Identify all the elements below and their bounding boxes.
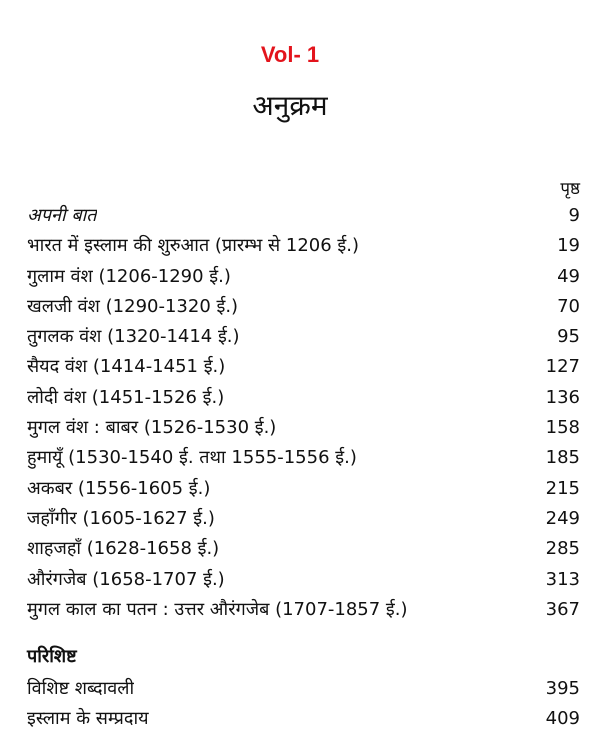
appendix-entry-page: 395: [545, 678, 580, 699]
appendix-entry: [27, 706, 580, 736]
toc-entry: [27, 445, 580, 475]
toc-entry-page: 185: [545, 447, 580, 469]
toc-entry-title: अपनी बात: [27, 205, 97, 226]
toc-entry: [27, 567, 580, 597]
toc-entry-title: गुलाम वंश (1206-1290 ई.): [27, 265, 231, 287]
toc-entry: [27, 536, 580, 566]
appendix-heading: परिशिष्ट: [27, 646, 77, 667]
toc-entry-title: औरंगजेब (1658-1707 ई.): [27, 568, 225, 590]
appendix-section: [27, 644, 580, 737]
toc-entry-page: 367: [545, 598, 580, 620]
volume-label: Vol- 1: [260, 42, 320, 67]
toc-entry-page: 9: [568, 205, 580, 226]
toc-entry: [27, 324, 580, 354]
toc-entry: [27, 415, 580, 445]
toc-entry: [27, 597, 580, 627]
toc-entry-title: लोदी वंश (1451-1526 ई.): [27, 386, 225, 408]
page-column-header: पृष्ठ: [560, 179, 580, 199]
toc-entry-title: शाहजहाँ (1628-1658 ई.): [27, 538, 220, 560]
toc-entry-page: 158: [545, 417, 580, 439]
toc-entry-title: हुमायूँ (1530-1540 ई. तथा 1555-1556 ई.): [27, 447, 357, 469]
toc-entry-page: 19: [557, 235, 580, 257]
appendix-entry: [27, 676, 580, 706]
toc-entry: [27, 385, 580, 415]
toc-entry-title: जहाँगीर (1605-1627 ई.): [27, 507, 215, 529]
toc-entry-page: 70: [557, 295, 580, 317]
toc-entry: [27, 354, 580, 384]
toc-entry-page: 127: [545, 356, 580, 378]
toc-entry-page: 136: [545, 386, 580, 408]
toc-entry: [27, 294, 580, 324]
appendix-entry-title: इस्लाम के सम्प्रदाय: [27, 708, 149, 730]
appendix-entry-page: 409: [545, 708, 580, 730]
table-of-contents: [27, 203, 580, 627]
toc-entry-title: अकबर (1556-1605 ई.): [27, 477, 211, 499]
toc-entry: [27, 476, 580, 506]
appendix-entry-title: विशिष्ट शब्दावली: [27, 678, 135, 699]
toc-entry-page: 313: [545, 568, 580, 590]
toc-entry-title: मुगल काल का पतन : उत्तर औरंगजेब (1707-1857 ई.): [27, 598, 408, 620]
toc-entry-page: 95: [557, 326, 580, 348]
toc-entry: [27, 233, 580, 263]
toc-entry-title: मुगल वंश : बाबर (1526-1530 ई.): [27, 417, 277, 439]
toc-entry-page: 249: [545, 507, 580, 529]
page-title: अनुक्रम: [252, 89, 328, 122]
toc-entry-title: सैयद वंश (1414-1451 ई.): [27, 356, 226, 378]
toc-entry-title: खलजी वंश (1290-1320 ई.): [27, 295, 239, 317]
toc-entry-page: 285: [545, 538, 580, 560]
toc-entry-title: तुगलक वंश (1320-1414 ई.): [27, 326, 240, 348]
toc-entry-page: 215: [545, 477, 580, 499]
toc-entry-title: भारत में इस्लाम की शुरुआत (प्रारम्भ से 1206 ई.): [27, 235, 359, 257]
toc-entry: [27, 264, 580, 294]
toc-entry-page: 49: [557, 265, 580, 287]
toc-entry: [27, 506, 580, 536]
toc-entry: [27, 203, 580, 233]
